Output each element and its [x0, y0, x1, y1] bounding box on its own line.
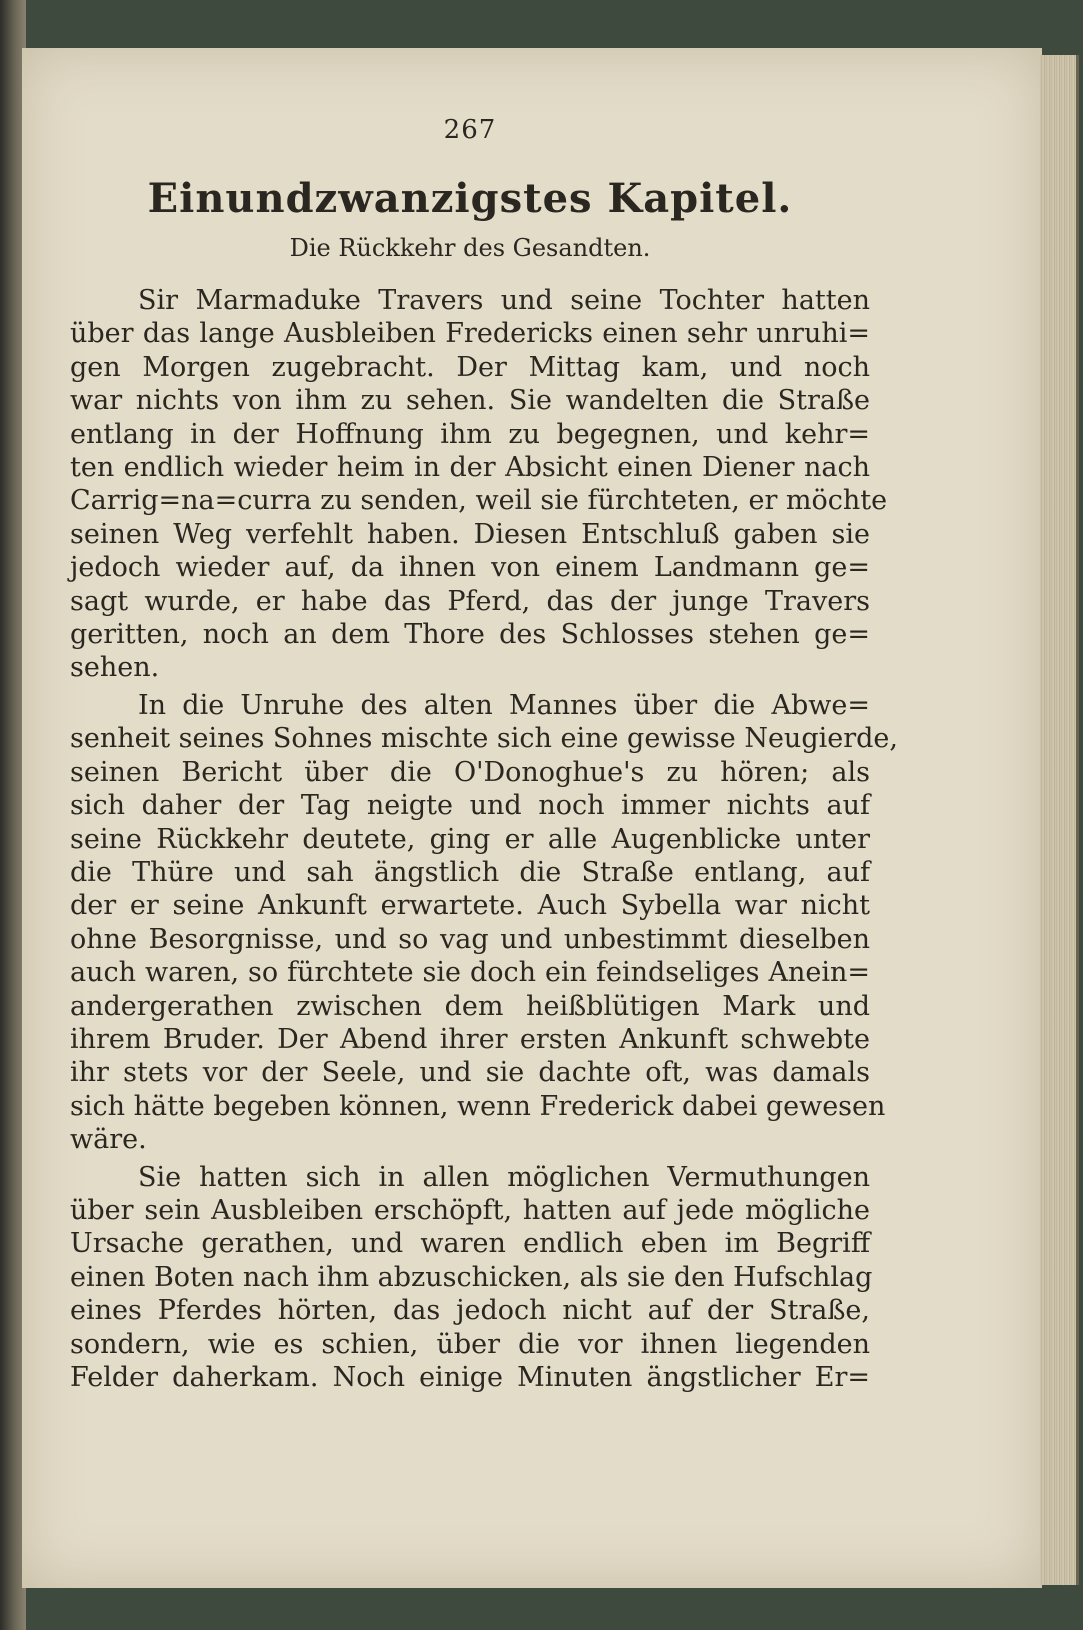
text-line: über sein Ausbleiben erschöpft, hatten auf jede mögliche: [70, 1194, 870, 1226]
text-line: Carrig=na=curra zu senden, weil sie fürchteten, er möchte: [70, 485, 888, 517]
page-edges: [1040, 55, 1079, 1585]
text-line: seinen Bericht über die O'Donoghue's zu hören; als: [70, 756, 870, 788]
text-line: In die Unruhe des alten Mannes über die Abwe=: [138, 689, 870, 721]
text-line: ten endlich wieder heim in der Absicht einen Diener nach: [70, 452, 870, 484]
text-line: war nichts von ihm zu sehen. Sie wandelten die Straße: [70, 385, 870, 417]
text-line: entlang in der Hoffnung ihm zu begegnen, und kehr=: [70, 418, 870, 450]
text-line: gen Morgen zugebracht. Der Mittag kam, und noch: [70, 351, 870, 383]
text-line: sich hätte begeben können, wenn Frederick dabei gewesen: [70, 1090, 886, 1122]
paragraph-3: [70, 1161, 873, 1395]
text-line: ohne Besorgnisse, und so vag und unbestimmt dieselben: [70, 923, 870, 955]
text-line: Ursache gerathen, und waren endlich eben im Begriff: [70, 1228, 870, 1260]
text-line: ihrem Bruder. Der Abend ihrer ersten Ankunft schwebte: [70, 1023, 870, 1055]
text-line: über das lange Ausbleiben Fredericks einen sehr unruhi=: [70, 318, 870, 350]
text-line: jedoch wieder auf, da ihnen von einem Landmann ge=: [70, 552, 870, 584]
page-number: 267: [443, 115, 497, 145]
text-line: sehen.: [70, 652, 160, 684]
text-line: sich daher der Tag neigte und noch immer nichts auf: [70, 790, 870, 822]
paragraph-1: [70, 284, 888, 685]
chapter-subtitle: Die Rückkehr des Gesandten.: [289, 234, 651, 262]
page-text: [70, 115, 898, 1394]
text-line: senheit seines Sohnes mischte sich eine gewisse Neugierde,: [70, 723, 898, 755]
text-line: sagt wurde, er habe das Pferd, das der junge Travers: [70, 585, 870, 617]
paragraph-2: [70, 689, 898, 1157]
text-line: der er seine Ankunft erwartete. Auch Sybella war nicht: [70, 890, 870, 922]
text-line: eines Pferdes hörten, das jedoch nicht auf der Straße,: [70, 1295, 870, 1327]
text-line: einen Boten nach ihm abzuschicken, als sie den Hufschlag: [70, 1261, 873, 1293]
text-line: wäre.: [70, 1124, 147, 1156]
text-line: geritten, noch an dem Thore des Schlosses stehen ge=: [70, 619, 870, 651]
text-line: Sir Marmaduke Travers und seine Tochter hatten: [138, 285, 870, 316]
text-line: auch waren, so fürchtete sie doch ein feindseliges Anein=: [70, 957, 870, 989]
text-line: Sie hatten sich in allen möglichen Vermuthungen: [138, 1161, 870, 1193]
text-line: andergerathen zwischen dem heißblütigen Mark und: [70, 990, 870, 1022]
text-line: die Thüre und sah ängstlich die Straße entlang, auf: [70, 856, 870, 888]
text-line: seine Rückkehr deutete, ging er alle Augenblicke unter: [70, 823, 870, 855]
text-line: seinen Weg verfehlt haben. Diesen Entschluß gaben sie: [70, 518, 870, 550]
text-line: Felder daherkam. Noch einige Minuten ängstlicher Er=: [70, 1362, 870, 1393]
chapter-title: Einundzwanzigstes Kapitel.: [147, 175, 793, 222]
text-line: sondern, wie es schien, über die vor ihnen liegenden: [70, 1328, 870, 1360]
text-line: ihr stets vor der Seele, und sie dachte oft, was damals: [70, 1057, 870, 1089]
